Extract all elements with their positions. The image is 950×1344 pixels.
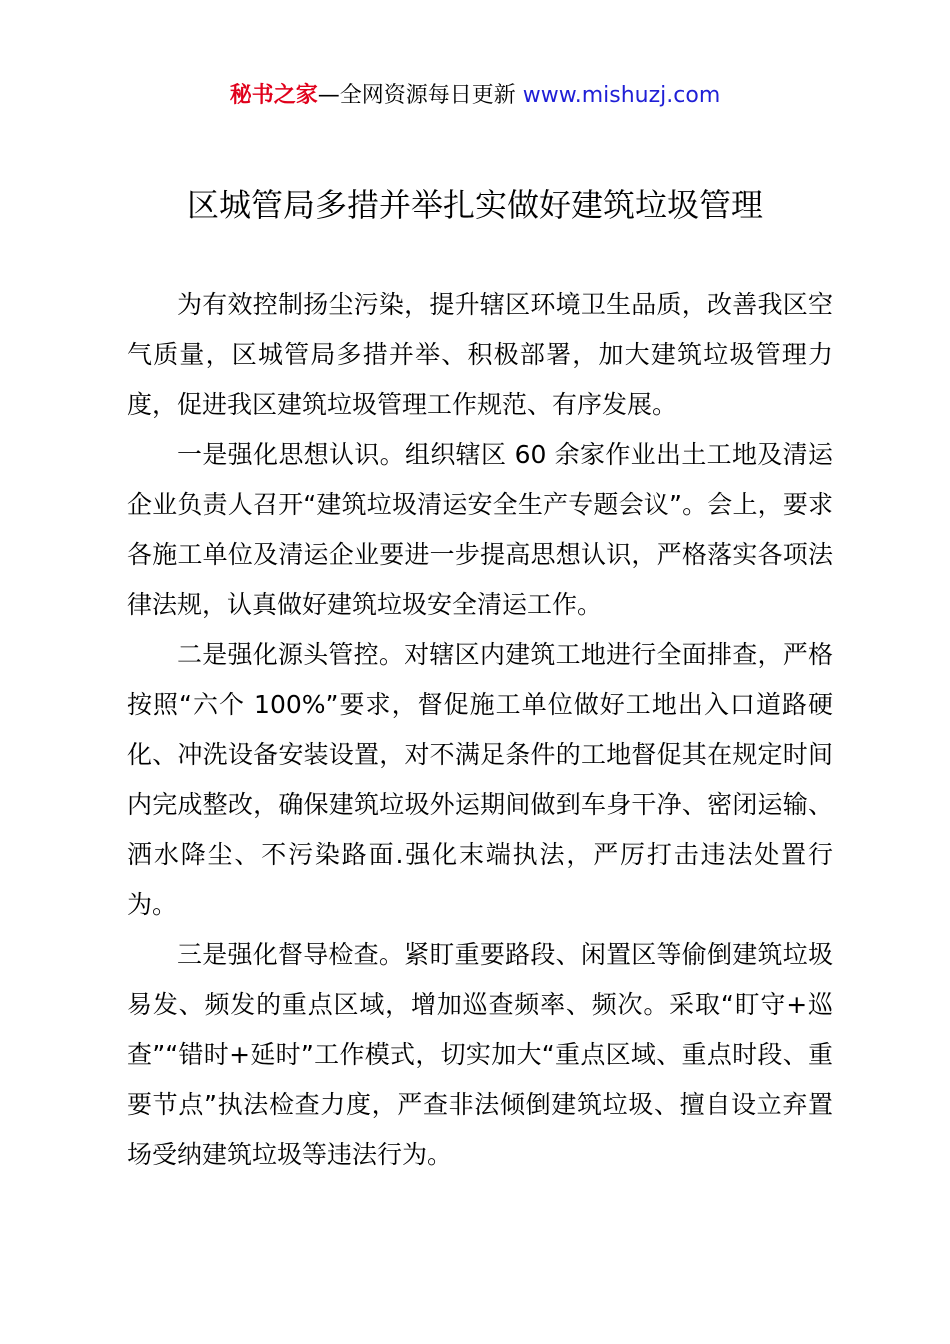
document-title: 区城管局多措并举扎实做好建筑垃圾管理	[186, 186, 763, 224]
site-tagline: —全网资源每日更新	[317, 83, 523, 108]
paragraph-item-1: 一是强化思想认识。组织辖区 60 余家作业出土工地及清运企业负责人召开“建筑垃圾清运安全生产专题会议”。会上，要求各施工单位及清运企业要进一步提高思想认识，严格落实各项法律法规，认真做好建筑垃圾安全清运工作。	[127, 440, 833, 619]
site-brand: 秘书之家	[229, 83, 318, 108]
paragraph-intro: 为有效控制扬尘污染，提升辖区环境卫生品质，改善我区空气质量，区城管局多措并举、积极部署，加大建筑垃圾管理力度，促进我区建筑垃圾管理工作规范、有序发展。	[127, 290, 833, 419]
document-body	[127, 280, 833, 1180]
site-header	[0, 80, 950, 112]
paragraph-item-3: 三是强化督导检查。紧盯重要路段、闲置区等偷倒建筑垃圾易发、频发的重点区域，增加巡查频率、频次。采取“盯守+巡查”“错时+延时”工作模式，切实加大“重点区域、重点时段、重要节点”执法检查力度，严查非法倾倒建筑垃圾、擅自设立弃置场受纳建筑垃圾等违法行为。	[127, 940, 833, 1169]
paragraph-item-2: 二是强化源头管控。对辖区内建筑工地进行全面排查，严格按照“六个 100%”要求，督促施工单位做好工地出入口道路硬化、冲洗设备安装设置，对不满足条件的工地督促其在规定时间内完成整改，确保建筑垃圾外运期间做到车身干净、密闭运输、洒水降尘、不污染路面.强化末端执法，严厉打击违法处置行为。	[127, 640, 833, 919]
site-url: www.mishuzj.com	[522, 83, 721, 108]
